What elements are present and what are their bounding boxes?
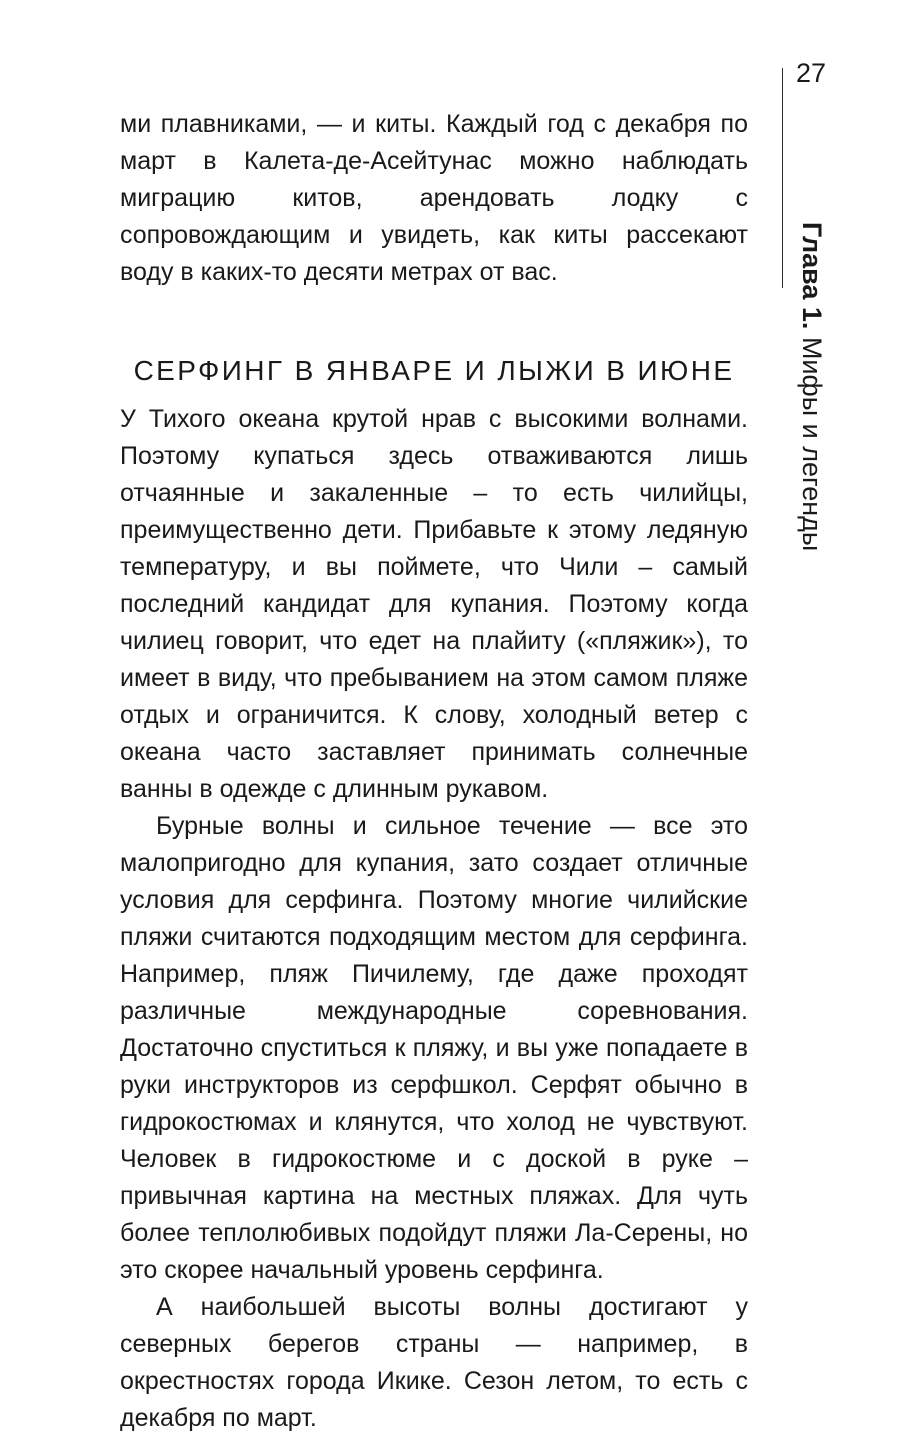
page-content <box>120 106 748 1437</box>
paragraph-2: Бурные волны и сильное течение — все это малопригодно для купания, зато создает отличные условия для серфинга. Поэтому многие чилийские пляжи считаются подходящим местом для серфинга. Например, пляж Пичилему, где даже проходят различные международные соревнования. Достаточно спуститься к пляжу, и вы уже попадаете в руки инструкторов из серфшкол. Серфят обычно в гидрокостюмах и клянутся, что холод не чувствуют. Человек в гидрокостюме и с доской в руке – привычная картина на местных пляжах. Для чуть более теплолюбивых подойдут пляжи Ла-Серены, но это скорее начальный уровень серфинга. <box>120 812 748 1284</box>
paragraph-1: У Тихого океана крутой нрав с высокими волнами. Поэтому купаться здесь отваживаются лишь отчаянные и закаленные – то есть чилийцы, преимущественно дети. Прибавьте к этому ледяную температуру, и вы поймете, что Чили – самый последний кандидат для купания. Поэтому когда чилиец говорит, что едет на плайиту («пляжик»), то имеет в виду, что пребыванием на этом самом пляже отдых и ограничится. К слову, холодный ветер с океана часто заставляет принимать солнечные ванны в одежде с длинным рукавом. <box>120 405 748 803</box>
chapter-label: Глава 1. <box>797 222 827 330</box>
chapter-title: Мифы и легенды <box>797 336 827 552</box>
paragraph-3: А наибольшей высоты волны достигают у северных берегов страны — например, в окрестностях города Икике. Сезон летом, то есть с декабря по март. <box>120 1293 748 1432</box>
intro-paragraph: ми плавниками, — и киты. Каждый год с декабря по март в Калета-де-Асейтунас можно наблюдать миграцию китов, арендовать лодку с сопровождающим и увидеть, как киты рассекают воду в каких-то десяти метрах от вас. <box>120 110 748 286</box>
page-number: 27 <box>796 58 827 88</box>
section-heading: СЕРФИНГ В ЯНВАРЕ И ЛЫЖИ В ИЮНЕ <box>133 355 735 386</box>
running-head <box>798 222 825 551</box>
margin-rule <box>782 68 783 288</box>
